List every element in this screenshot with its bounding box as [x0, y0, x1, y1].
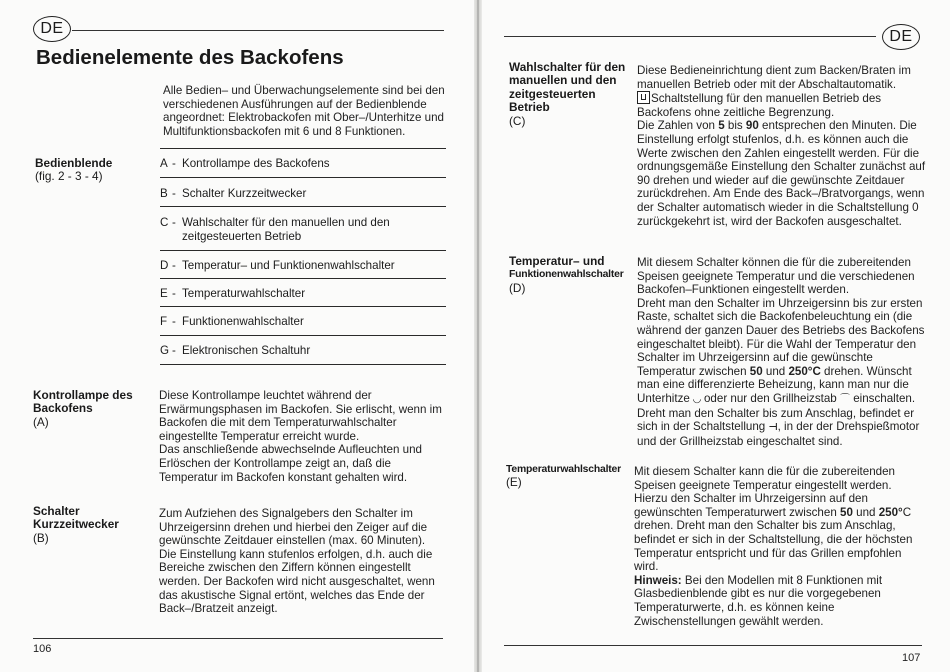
- c-paragraph: [637, 91, 927, 119]
- e-label: Temperaturwahlschalter: [506, 464, 621, 475]
- e-number: 250°: [878, 505, 903, 519]
- list-item: [160, 287, 442, 303]
- item-dash: -: [172, 216, 176, 229]
- list-item: [160, 259, 442, 275]
- page-number: 106: [33, 643, 52, 655]
- c-number: 5: [718, 119, 725, 133]
- d-paragraph: Mit diesem Schalter können die für die zubereitenden Speisen geeignete Temperatur und die verschiedenen Backofen–Funktionen eingestellt werden.: [637, 256, 915, 297]
- c-paragraph: [637, 119, 927, 228]
- d-number: 50: [749, 364, 763, 378]
- item-letter: D: [160, 259, 169, 272]
- item-text: Schalter Kurzzeitwecker: [182, 187, 307, 200]
- c-ref: (C): [509, 113, 526, 128]
- e-label-block: [506, 463, 636, 490]
- item-dash: -: [172, 287, 176, 300]
- header-rule: [72, 30, 444, 31]
- item-letter: C: [160, 216, 169, 229]
- right-page: [482, 0, 950, 672]
- d-text-part: oder nur den Grillheizstab: [700, 391, 840, 405]
- item-divider: [160, 278, 446, 279]
- d-text-part: Dreht man den Schalter bis zum Anschlag, befindet er sich in der Schaltstellung: [637, 406, 915, 434]
- timer-paragraph: Zum Aufziehen des Signalgebers den Schalter im Uhrzeigersinn drehen und hierbei den Zeiger auf die gewünschte Zeitdauer einstellen (max. 60 Minuten).: [159, 507, 428, 548]
- item-divider: [160, 364, 446, 365]
- footer-rule: [33, 638, 443, 639]
- hint-label: Hinweis:: [634, 573, 682, 587]
- item-text: Wahlschalter für den manuellen und den zeitgesteuerten Betrieb: [182, 216, 390, 243]
- item-divider: [160, 335, 446, 336]
- c-label-block: [509, 61, 634, 128]
- d-text-part: drehen. Wünscht man eine differenzierte Beheizung, kann man nur die Unterhitze: [637, 364, 912, 405]
- c-label-line: manuellen und den: [509, 73, 617, 88]
- list-item: [160, 187, 442, 203]
- c-label-line: Wahlschalter für den: [509, 60, 626, 74]
- timer-ref: (B): [33, 530, 49, 545]
- rotisserie-icon: ⊣: [768, 422, 778, 434]
- item-text: Temperaturwahlschalter: [182, 287, 306, 300]
- item-dash: -: [172, 187, 176, 200]
- language-badge: DE: [33, 16, 71, 42]
- lamp-label-line: Kontrollampe des: [33, 388, 133, 402]
- panel-label-block: [35, 157, 155, 184]
- list-item: [160, 216, 442, 246]
- item-letter: E: [160, 287, 168, 300]
- d-number: 250°C: [788, 364, 821, 378]
- c-manual-text: Schaltstellung für den manuellen Betrieb des Backofens ohne zeitliche Begrenzung.: [637, 92, 882, 119]
- page-title: Bedienelemente des Backofens: [36, 46, 344, 69]
- grill-element-icon: ⌒: [839, 393, 850, 405]
- lamp-label-block: [33, 389, 155, 429]
- d-label-line: Funktionenwahlschalter: [509, 269, 624, 281]
- bottom-heat-icon: ◡: [693, 393, 701, 405]
- d-ref: (D): [509, 280, 526, 295]
- e-ref: (E): [506, 475, 522, 490]
- footer-rule: [504, 645, 922, 646]
- d-paragraph: [637, 407, 927, 449]
- d-text-part: einschalten.: [849, 391, 916, 405]
- manual-mode-icon: [637, 91, 650, 104]
- item-dash: -: [172, 259, 176, 272]
- d-paragraph: [637, 297, 927, 407]
- list-item: [160, 344, 442, 360]
- e-paragraph: [634, 465, 924, 574]
- lamp-label-line: Backofens: [33, 401, 93, 416]
- left-page: [0, 0, 474, 672]
- c-number: 90: [745, 119, 759, 133]
- header-rule: [504, 36, 876, 37]
- c-paragraph: Diese Bedieneinrichtung dient zum Backen/Braten im manuellen Betrieb oder mit der Abschaltautomatik.: [637, 64, 911, 91]
- panel-figure-ref: (fig. 2 - 3 - 4): [35, 169, 103, 184]
- hint-text: Bei den Modellen mit 8 Funktionen mit Glasbedienblende gibt es nur die vorgegebenen Temperaturwerte, d.h. es können keine Zwischenstellungen gewählt werden.: [634, 573, 883, 628]
- e-text-part: und: [852, 505, 879, 519]
- e-text-part: C drehen. Dreht man den Schalter bis zum Anschlag, befindet er sich in der Schaltstellung, die der höchsten Temperatur entspricht und für das Grillen empfohlen wird.: [634, 505, 913, 574]
- item-text: Kontrollampe des Backofens: [182, 157, 330, 170]
- item-letter: A: [160, 157, 168, 170]
- item-divider: [160, 306, 446, 307]
- d-label-line: Temperatur– und: [509, 254, 605, 268]
- timer-label-line: Schalter: [33, 504, 80, 518]
- e-text-part: Mit diesem Schalter kann die für die zubereitenden Speisen geeignete Temperatur eingestellt werden. Hierzu den Schalter im Uhrzeigersinn auf den gewünschten Temperaturwert zwischen: [634, 465, 896, 519]
- c-description: [637, 64, 927, 228]
- lamp-ref: (A): [33, 414, 49, 429]
- timer-paragraph: Die Einstellung kann stufenlos erfolgen, d.h. auch die Bereiche zwischen den Ziffern können eingestellt werden. Der Backofen wird nicht ausgeschaltet, wenn das akustische Signal ertönt, welches das Ende der Back–/Bratzeit anzeigt.: [159, 547, 435, 616]
- item-letter: B: [160, 187, 168, 200]
- timer-label-line: Kurzzeitwecker: [33, 517, 119, 532]
- d-text-part: und: [762, 364, 789, 378]
- e-description: [634, 465, 924, 628]
- list-item: [160, 315, 442, 331]
- list-item: [160, 157, 442, 173]
- item-text: Temperatur– und Funktionenwahlschalter: [182, 259, 395, 272]
- book-gutter: [474, 0, 482, 672]
- c-label-line: zeitgesteuerten: [509, 86, 596, 101]
- item-divider: [160, 250, 446, 251]
- item-dash: -: [172, 157, 176, 170]
- c-label-line: Betrieb: [509, 100, 550, 115]
- item-text: Funktionenwahlschalter: [182, 315, 304, 328]
- item-letter: G: [160, 344, 170, 357]
- panel-label: Bedienblende: [35, 156, 113, 170]
- item-letter: F: [160, 315, 168, 328]
- c-text-part: bis: [724, 119, 746, 133]
- item-divider: [160, 177, 446, 178]
- lamp-paragraph: Diese Kontrollampe leuchtet während der Erwärmungsphasen im Backofen. Sie erlischt, wenn im Backofen die mit dem Temperaturwahlschalter eingestellte Temperatur erreicht wurde.: [159, 389, 442, 443]
- item-dash: -: [172, 315, 176, 328]
- item-dash: -: [172, 344, 176, 357]
- item-divider: [160, 148, 446, 149]
- e-number: 50: [840, 505, 853, 519]
- c-text-part: Die Zahlen von: [637, 119, 719, 133]
- language-badge: DE: [882, 24, 920, 50]
- d-text-part: Dreht man den Schalter im Uhrzeigersinn bis zur ersten Raste, schaltet sich die Backofenbeleuchtung ein (die während der ganzen Dauer des Betriebs des Backofens eingeschaltet bleibt). Für die Wahl der Temperatur den Schalter im Uhrzeigersinn auf die gewünschte Temperatur zwischen: [637, 296, 925, 378]
- item-divider: [160, 206, 446, 207]
- hint-paragraph: [634, 574, 924, 628]
- page-number: 107: [902, 652, 921, 664]
- item-text: Elektronischen Schaltuhr: [182, 344, 311, 357]
- d-label-block: [509, 255, 634, 295]
- d-text-part: , in der der Drehspießmotor und der Grillheizstab eingeschaltet sind.: [637, 420, 920, 448]
- lamp-description: [159, 389, 449, 484]
- timer-description: [159, 507, 449, 616]
- d-description: [637, 256, 927, 448]
- intro-text: Alle Bedien– und Überwachungselemente sind bei den verschiedenen Ausführungen auf der Bedienblende angeordnet: Elektrobackofen mit Ober–/Unterhitze und Multifunktionsbackofen mit 6 und 8 Funktionen.: [163, 84, 445, 138]
- c-text-part: entsprechen den Minuten. Die Einstellung erfolgt stufenlos, d.h. es können auch die Werte zwischen den Zahlen eingestellt werden. Für die ordnungsgemäße Einstellung den Schalter zunächst auf 90 drehen und wieder auf die gewünschte Zeitdauer zurückdrehen. Am Ende des Back–/Bratvorgangs, wenn der Schalter automatisch wieder in die Schaltstellung 0 zurückgekehrt ist, wird der Backofen ausgeschaltet.: [637, 119, 926, 228]
- timer-label-block: [33, 505, 155, 545]
- lamp-paragraph: Das anschließende abwechselnde Aufleuchten und Erlöschen der Kontrollampe zeigt an, daß die Temperatur im Backofen konstant gehalten wird.: [159, 443, 422, 484]
